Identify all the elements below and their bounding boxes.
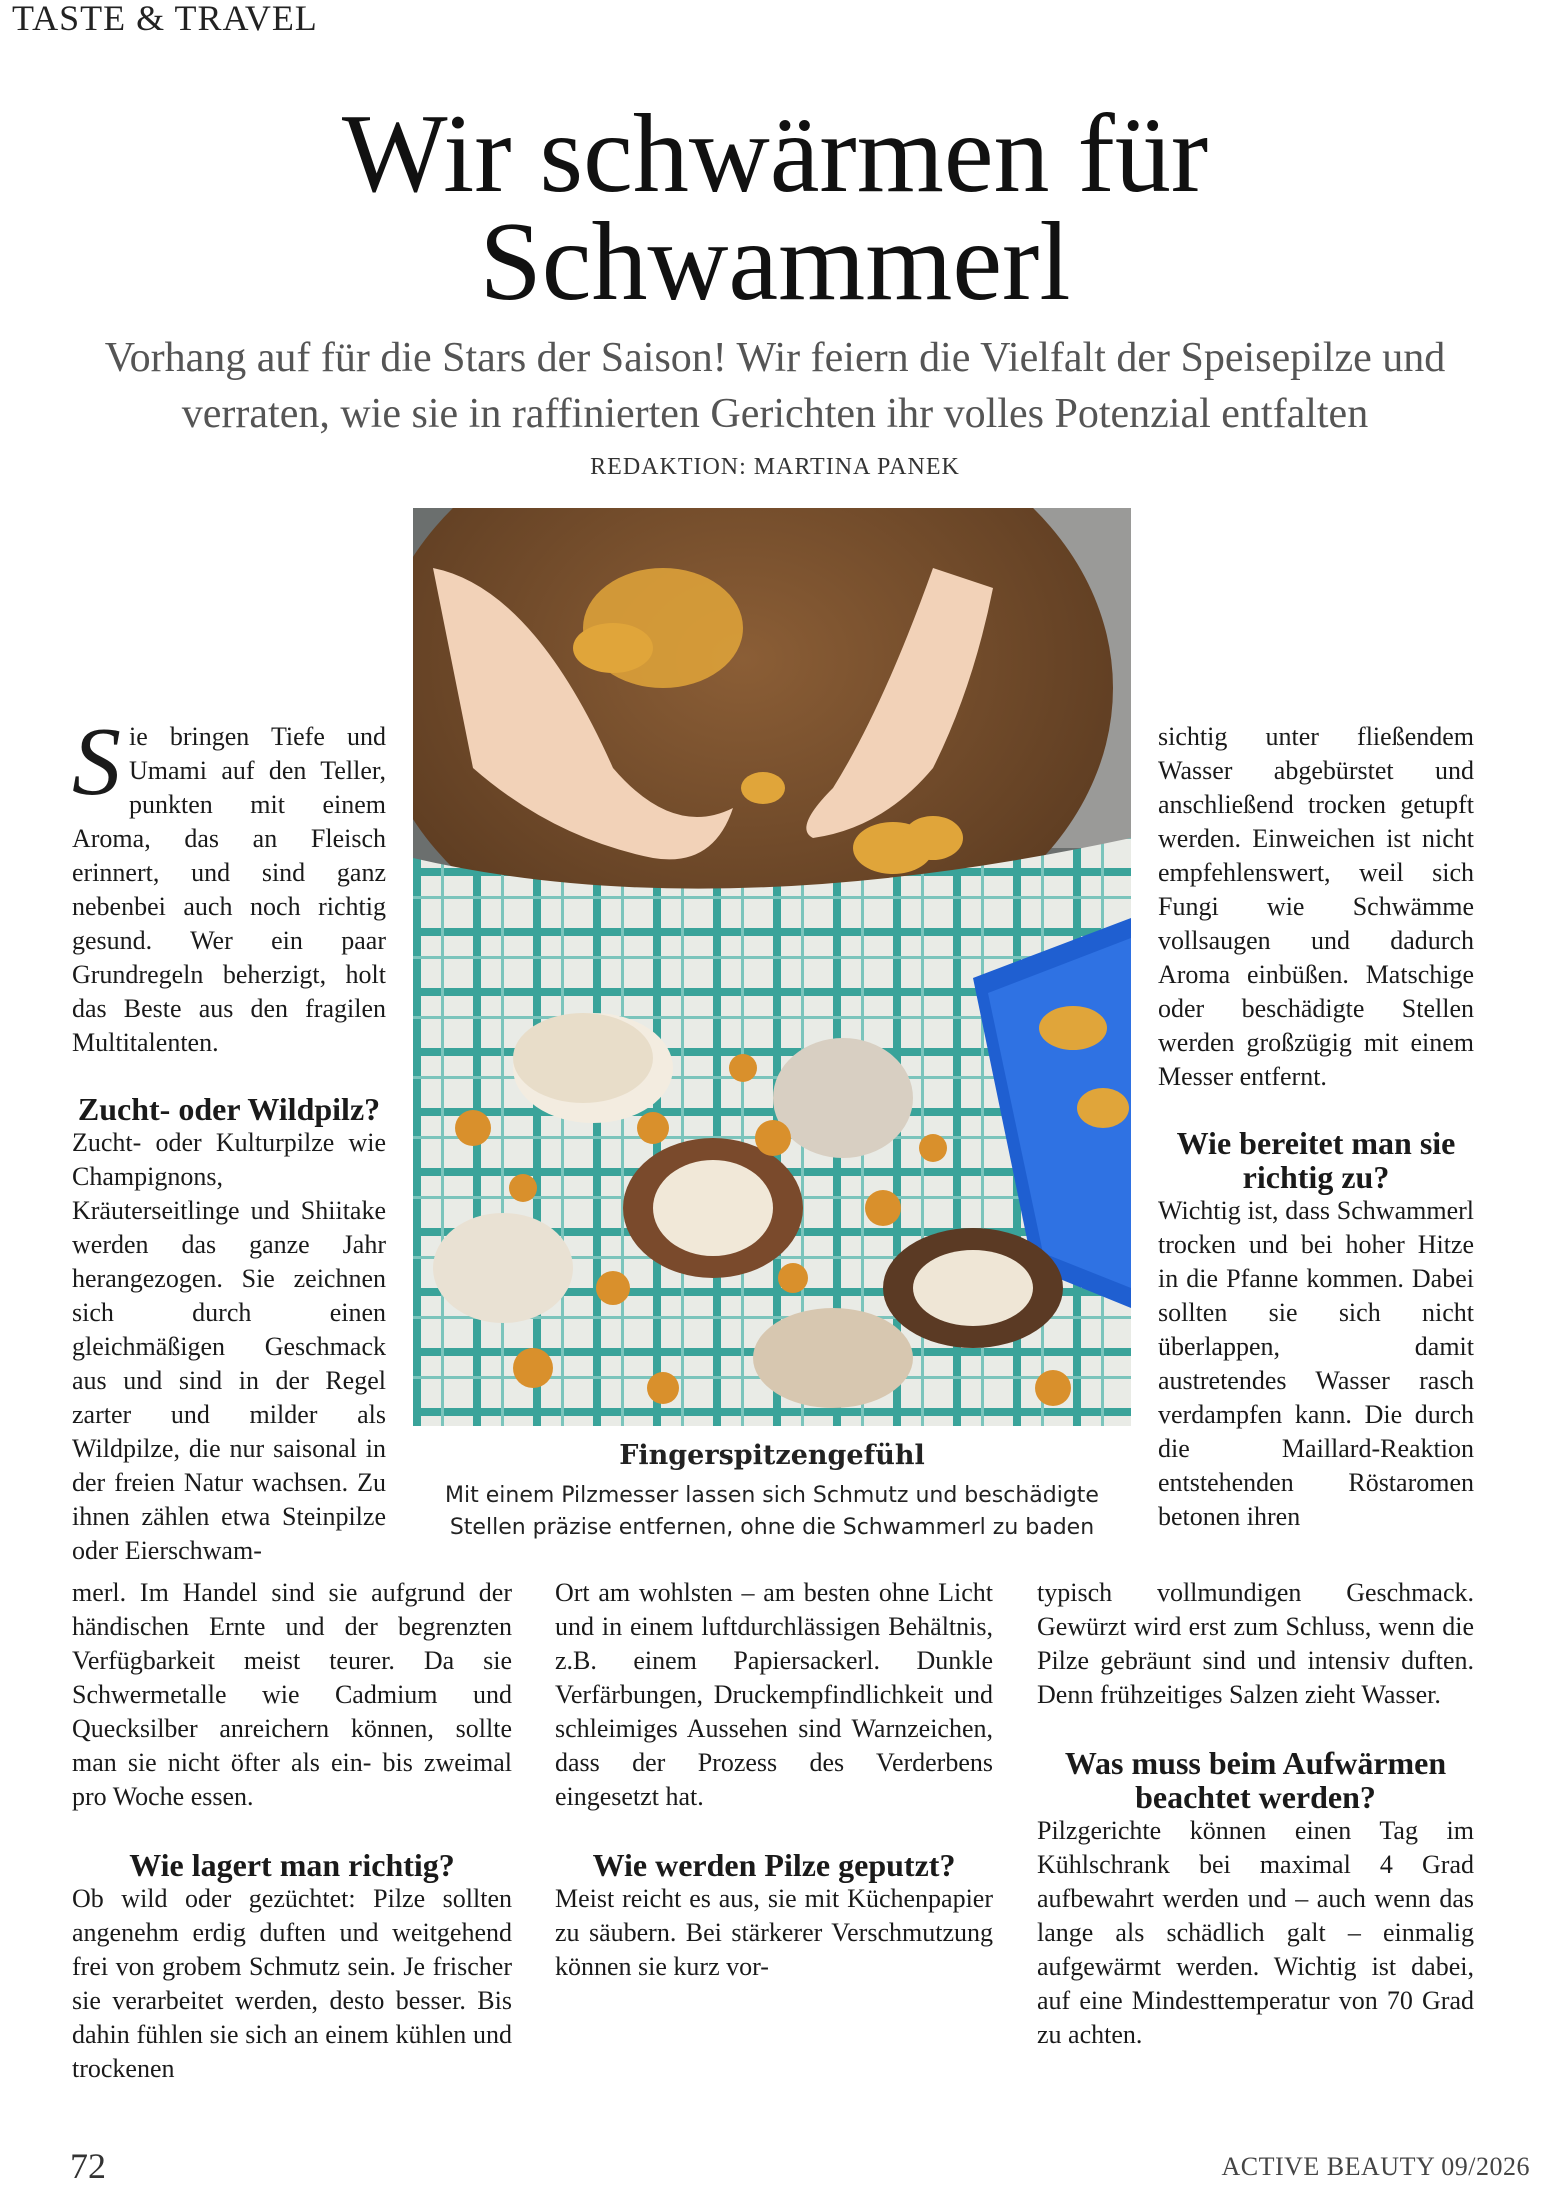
headline-line-1: Wir schwärmen für [341, 92, 1209, 216]
paragraph-zubereiten-continued: typisch vollmundigen Geschmack. Gewürzt wird erst zum Schluss, wenn die Pilze gebräunt sind und intensiv duften. Denn frühzeitiges Salzen zieht Wasser. [1037, 1578, 1474, 1709]
article-column-left [72, 708, 386, 1568]
intro-text: ie bringen Tiefe und Umami auf den Teller, punkten mit einem Aroma, das an Fleisch erinnert, und sind ganz nebenbei auch noch richtig gesund. Wer ein paar Grundregeln beherzigt, holt das Beste aus den fragilen Multitalenten. [72, 722, 386, 1057]
section-label: TASTE & TRAVEL [12, 0, 318, 38]
mushroom-photo-illustration [413, 508, 1131, 1426]
subheading-zucht-wildpilz: Zucht- oder Wildpilz? [77, 1091, 381, 1127]
page-number: 72 [70, 2146, 106, 2186]
byline: REDAKTION: MARTINA PANEK [590, 454, 960, 480]
paragraph-putzen-continued: sichtig unter fließendem Wasser abgebürstet und anschließend trocken getupft werden. Einweichen ist nicht empfehlenswert, weil sich Fungi wie Schwämme vollsaugen und dadurch Aroma einbüßen. Matschige oder beschädigte Stellen werden großzügig mit einem Messer entfernt. [1158, 722, 1474, 1091]
caption-title: Fingerspitzengefühl [619, 1440, 925, 1471]
paragraph-lagern: Ob wild oder gezüchtet: Pilze sollten angenehm erdig duften und weitgehend frei von grobem Schmutz sein. Je frischer sie verarbeitet werden, desto besser. Bis dahin fühlen sie sich an einem kühlen und trockenen [72, 1884, 512, 2083]
magazine-issue: ACTIVE BEAUTY 09/2026 [1221, 2152, 1530, 2181]
headline [0, 92, 1550, 324]
paragraph-putzen: Meist reicht es aus, sie mit Küchenpapier zu säubern. Bei stärkerer Verschmutzung können sie kurz vor- [555, 1884, 993, 1981]
standfirst: Vorhang auf für die Stars der Saison! Wir feiern die Vielfalt der Speisepilze und verraten, wie sie in raffinierten Gerichten ihr volles Potenzial entfalten [104, 335, 1446, 437]
paragraph-lagern-continued: Ort am wohlsten – am besten ohne Licht und in einem luftdurchlässigen Behältnis, z.B. einem Papiersackerl. Dunkle Verfärbungen, Druckempfindlichkeit und schleimiges Aussehen sind Warnzeichen, dass der Prozess des Verderbens eingesetzt hat. [555, 1578, 993, 1811]
subheading-zubereiten: Wie bereitet man sie richtig zu? [1176, 1125, 1456, 1195]
paragraph-zubereiten: Wichtig ist, dass Schwammerl trocken und bei hoher Hitze in die Pfanne kommen. Dabei sollten sie sich nicht überlappen, damit austretendes Wasser rasch verdampfen kann. Die durch die Maillard-Reaktion entstehenden Röstaromen betonen ihren [1158, 1196, 1474, 1531]
paragraph-aufwaermen: Pilzgerichte können einen Tag im Kühlschrank bei maximal 4 Grad aufbewahrt werden und – auch wenn das lange als schädlich galt – einmalig aufgewärmt werden. Wichtig ist dabei, auf eine Mindesttemperatur von 70 Grad zu achten. [1037, 1816, 1474, 2049]
article-column-left-lower [72, 1576, 512, 2086]
paragraph-zucht-wildpilz: Zucht- oder Kulturpilze wie Champignons, Kräuterseitlinge und Shiitake werden das ganze Jahr herangezogen. Sie zeichnen sich durch einen gleichmäßigen Geschmack aus und sind in der Regel zarter und milder als Wildpilze, die nur saisonal in der freien Natur wachsen. Zu ihnen zählen etwa Steinpilze oder Eierschwam- [72, 1128, 386, 1565]
caption-text: Mit einem Pilzmesser lassen sich Schmutz und beschädigte Stellen präzise entfernen, ohne die Schwammerl zu baden [445, 1483, 1099, 1540]
mushroom-photo [413, 508, 1131, 1426]
article-column-middle [555, 1576, 993, 1984]
paragraph-zucht-wildpilz-continued: merl. Im Handel sind sie aufgrund der händischen Ernte und der begrenzten Verfügbarkeit meist teurer. Da sie Schwermetalle wie Cadmium und Quecksilber anreichern können, sollte man sie nicht öfter als ein- bis zweimal pro Woche essen. [72, 1578, 512, 1811]
subheading-aufwaermen: Was muss beim Aufwärmen beachtet werden? [1064, 1745, 1447, 1815]
subheading-putzen: Wie werden Pilze geputzt? [592, 1847, 956, 1883]
article-column-right [1158, 720, 1474, 1534]
drop-cap: S [72, 708, 121, 816]
subheading-lagern: Wie lagert man richtig? [129, 1847, 455, 1883]
intro-paragraph [72, 708, 386, 1060]
headline-line-2: Schwammerl [479, 200, 1071, 324]
article-column-right-lower [1037, 1576, 1474, 2052]
